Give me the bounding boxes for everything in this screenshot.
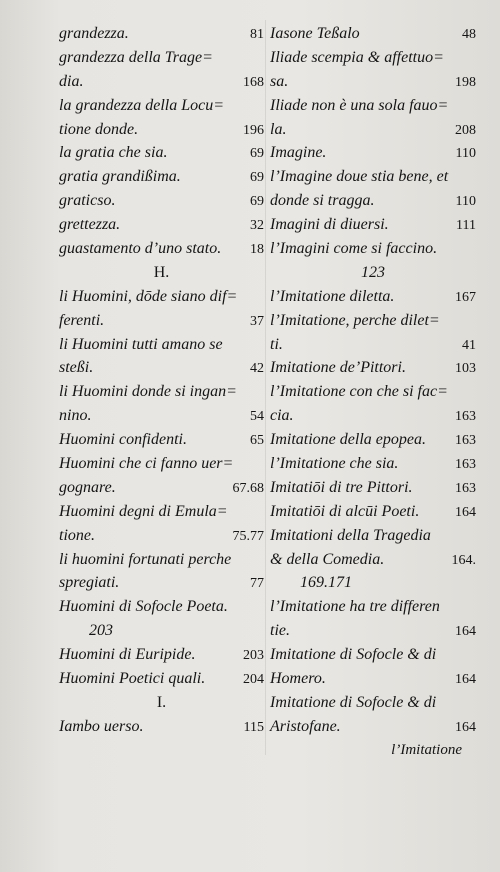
index-entry: [59, 189, 264, 213]
entry-text: ti.: [270, 335, 283, 353]
index-entry: [270, 189, 476, 213]
page-number: 115: [243, 719, 264, 735]
page-number: 110: [455, 146, 476, 162]
entry-text: Imitatiōi di alcūi Poeti.: [270, 502, 420, 520]
index-entry: [59, 452, 264, 476]
entry-text: 203: [89, 622, 113, 640]
entry-text: Imitatione della epopea.: [270, 431, 426, 449]
entry-text: gratia grandißima.: [59, 168, 181, 186]
entry-text: spregiati.: [59, 574, 120, 592]
entry-text: Huomini degni di Emula=: [59, 502, 228, 520]
page-number: 204: [243, 672, 264, 688]
index-entry: [59, 165, 264, 189]
entry-text: Aristofane.: [270, 717, 341, 735]
index-letter-heading: 123: [361, 263, 385, 281]
page-number: 69: [250, 146, 264, 162]
entry-text: gognare.: [59, 478, 116, 496]
entry-text: l’Imagini come si faccino.: [270, 240, 438, 258]
index-entry: [59, 22, 264, 46]
index-entry: [59, 380, 264, 404]
entry-text: Imitatiōi di tre Pittori.: [270, 478, 413, 496]
catchword-line: [270, 739, 476, 763]
page-number: 203: [243, 648, 264, 664]
page-number: 163: [455, 457, 476, 473]
page-number: 163: [455, 433, 476, 449]
index-entry: [59, 571, 264, 595]
page-number: 111: [456, 218, 476, 234]
index-entry: [270, 643, 476, 667]
index-entry: [270, 94, 476, 118]
page-number: 18: [250, 242, 264, 258]
index-entry: [270, 356, 476, 380]
entry-text: li Huomini tutti amano se: [59, 335, 223, 353]
index-entry: [59, 94, 264, 118]
entry-text: l’Imitatione che sia.: [270, 455, 399, 473]
index-entry: [270, 380, 476, 404]
entry-text: li Huomini donde si ingan=: [59, 383, 237, 401]
index-entry: [59, 715, 264, 739]
index-entry: [270, 476, 476, 500]
index-entry: [270, 333, 476, 357]
entry-text: l’Imitatione, perche dilet=: [270, 311, 440, 329]
page-number: 69: [250, 194, 264, 210]
index-entry: [270, 141, 476, 165]
entry-text: tione donde.: [59, 120, 139, 138]
page-number: 167: [455, 289, 476, 305]
entry-text: Iliade scempia & affettuo=: [270, 48, 444, 66]
index-entry: [270, 595, 476, 619]
index-letter-heading: H.: [153, 263, 170, 281]
index-entry: [59, 428, 264, 452]
entry-text: sa.: [270, 72, 289, 90]
page-number: 208: [455, 122, 476, 138]
entry-text: Imitatione di Sofocle & di: [270, 693, 437, 711]
index-entry: [59, 619, 264, 643]
index-entry: [59, 524, 264, 548]
page-number: 32: [250, 218, 264, 234]
page-number: 164: [455, 672, 476, 688]
page-number: 163: [455, 480, 476, 496]
entry-text: Imagine.: [270, 144, 327, 162]
entry-text: nino.: [59, 407, 92, 425]
index-entry: [270, 213, 476, 237]
index-entry: [270, 22, 476, 46]
page-number: 198: [455, 74, 476, 90]
index-entry: [59, 667, 264, 691]
index-entry: [270, 571, 476, 595]
entry-text: grandezza della Trage=: [59, 48, 213, 66]
entry-text: Imitatione di Sofocle & di: [270, 646, 437, 664]
entry-text: Imitatione de’Pittori.: [270, 359, 406, 377]
index-letter-heading: I.: [156, 693, 167, 711]
entry-text: Imagini di diuersi.: [270, 216, 389, 234]
entry-text: donde si tragga.: [270, 192, 375, 210]
page-number: 164: [455, 504, 476, 520]
page-number: 77: [250, 576, 264, 592]
index-entry: [270, 237, 476, 261]
entry-text: tie.: [270, 622, 290, 640]
entry-text: Iambo uerso.: [59, 717, 144, 735]
index-entry: [270, 261, 476, 285]
page-number: 164.: [451, 552, 476, 568]
index-entry: [59, 141, 264, 165]
entry-text: li Huomini, dōde siano dif=: [59, 287, 238, 305]
index-column-left: [59, 22, 264, 739]
index-entry: [59, 595, 264, 619]
page-number: 48: [462, 27, 476, 42]
entry-text: grettezza.: [59, 216, 121, 234]
entry-text: Huomini Poetici quali.: [59, 670, 206, 688]
index-column-right: [270, 22, 476, 739]
index-entry: [270, 452, 476, 476]
index-entry: [59, 643, 264, 667]
index-entry: [270, 118, 476, 142]
index-entry: [270, 285, 476, 309]
page-number: 67.68: [232, 480, 264, 496]
index-entry: [59, 691, 264, 715]
index-entry: [270, 524, 476, 548]
entry-text: li huomini fortunati perche: [59, 550, 232, 568]
page-number: 42: [250, 361, 264, 377]
entry-text: Iliade non è una sola fauo=: [270, 96, 449, 114]
entry-text: ferenti.: [59, 311, 105, 329]
index-entry: [59, 261, 264, 285]
entry-text: la gratia che sia.: [59, 144, 168, 162]
entry-text: Iasone Teßalo: [270, 25, 360, 42]
index-entry: [270, 70, 476, 94]
index-entry: [59, 237, 264, 261]
index-entry: [59, 333, 264, 357]
page-number: 54: [250, 409, 264, 425]
entry-text: grandezza.: [59, 25, 129, 42]
page-number: 41: [462, 337, 476, 353]
entry-text: l’Imagine doue stia bene, et: [270, 168, 449, 186]
entry-text: 169.171: [300, 574, 352, 592]
entry-text: Huomini di Sofocle Poeta.: [59, 598, 228, 616]
entry-text: & della Comedia.: [270, 550, 385, 568]
page-number: 81: [250, 27, 264, 42]
column-divider: [265, 20, 266, 755]
index-entry: [270, 667, 476, 691]
entry-text: tione.: [59, 526, 95, 544]
index-entry: [270, 548, 476, 572]
index-entry: [270, 691, 476, 715]
page-number: 196: [243, 122, 264, 138]
page-number: 164: [455, 624, 476, 640]
entry-text: Imitationi della Tragedia: [270, 526, 431, 544]
entry-text: Huomini che ci fanno uer=: [59, 455, 234, 473]
entry-text: dia.: [59, 72, 84, 90]
index-entry: [270, 404, 476, 428]
entry-text: guastamento d’uno stato.: [59, 240, 222, 258]
index-entry: [59, 548, 264, 572]
index-entry: [270, 46, 476, 70]
index-entry: [59, 356, 264, 380]
entry-text: graticso.: [59, 192, 116, 210]
page-number: 75.77: [232, 528, 264, 544]
index-entry: [59, 118, 264, 142]
index-entry: [59, 404, 264, 428]
page-number: 168: [243, 74, 264, 90]
index-entry: [270, 165, 476, 189]
index-entry: [59, 476, 264, 500]
page-number: 65: [250, 433, 264, 449]
index-entry: [59, 46, 264, 70]
index-entry: [270, 309, 476, 333]
entry-text: la grandezza della Locu=: [59, 96, 225, 114]
index-entry: [270, 500, 476, 524]
index-entry: [270, 619, 476, 643]
page-number: 110: [455, 194, 476, 210]
entry-text: Huomini confidenti.: [59, 431, 187, 449]
index-entry: [59, 213, 264, 237]
catchword: l’Imitatione: [391, 742, 462, 758]
entry-text: steßi.: [59, 359, 94, 377]
entry-text: Huomini di Euripide.: [59, 646, 196, 664]
entry-text: Homero.: [270, 670, 326, 688]
entry-text: l’Imitatione diletta.: [270, 287, 395, 305]
index-entry: [270, 715, 476, 739]
index-entry: [59, 500, 264, 524]
page-number: 164: [455, 719, 476, 735]
index-entry: [59, 70, 264, 94]
page-number: 69: [250, 170, 264, 186]
page-number: 37: [250, 313, 264, 329]
entry-text: la.: [270, 120, 287, 138]
index-entry: [59, 285, 264, 309]
page-number: 103: [455, 361, 476, 377]
entry-text: l’Imitatione ha tre differen: [270, 598, 440, 616]
index-entry: [270, 428, 476, 452]
entry-text: cia.: [270, 407, 294, 425]
page-number: 163: [455, 409, 476, 425]
index-entry: [59, 309, 264, 333]
entry-text: l’Imitatione con che si fac=: [270, 383, 448, 401]
